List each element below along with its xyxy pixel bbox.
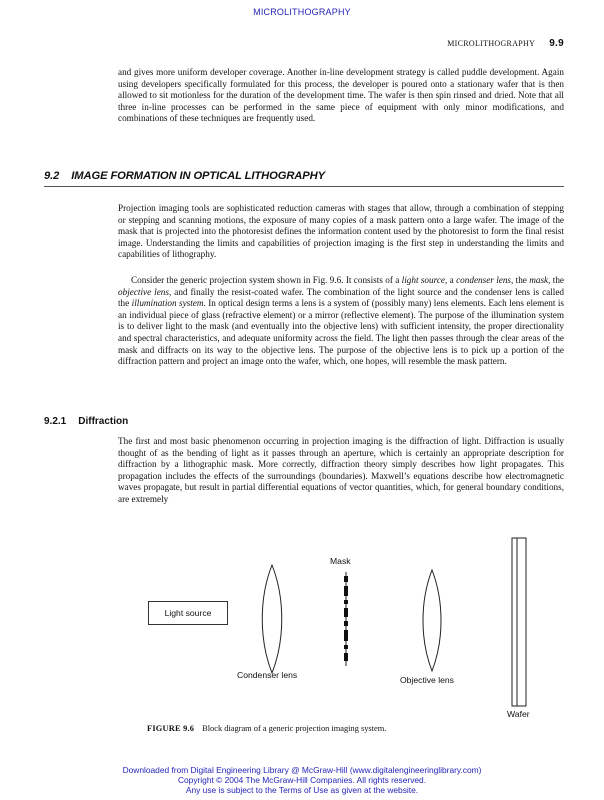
wafer-label: Wafer [507,709,530,719]
term-condenser-lens: condenser lens [456,275,512,285]
section-heading [44,170,325,182]
footer-copyright: Copyright © 2004 The McGraw-Hill Companies. All rights reserved. [177,775,427,786]
condenser-lens-label: Condenser lens [237,670,298,680]
light-source-label: Light source [164,608,212,618]
subsection-title: Diffraction [78,416,129,427]
running-title: MICROLITHOGRAPHY [447,39,536,48]
figure-caption [147,724,386,733]
subsection-paragraph: The first and most basic phenomenon occurring in projection imaging is the diffraction of light. Diffraction is usually thought of as the bending of light as it passes through an aperture, which is certainly an appropriate description for diffraction by a lithographic mask. More correctly, diffraction theory simply describes how light propagates. This propagation includes the effects of the surroundings (boundaries). Maxwell’s equations describe how electromagnetic waves propagate, but result in partial differential equations of vector quantities, which, for general boundary conditions, are extremely [118,436,564,504]
diagram-drawing [0,530,604,725]
section-title: IMAGE FORMATION IN OPTICAL LITHOGRAPHY [71,170,325,182]
top-banner: MICROLITHOGRAPHY [253,7,351,17]
figure-caption-text: Block diagram of a generic projection imaging system. [202,724,387,733]
page-number: 9.9 [549,38,564,49]
footer-link[interactable]: Downloaded from Digital Engineering Library @ McGraw-Hill (www.digitalengineeringlibrary.com) [122,765,482,775]
projection-system-diagram [0,530,604,725]
download-footer [0,765,604,796]
mask-label: Mask [330,556,351,566]
footer-terms: Any use is subject to the Terms of Use as given at the website. [185,785,419,796]
intro-paragraph: and gives more uniform developer coverage. Another in-line development strategy is called puddle development. Again using developers specifically formulated for this process, the developer is poured onto a stationary wafer that is then allowed to sit motionless for the duration of the development time. The wafer is then spin rinsed and dried. Note that all three in-line processes can be performed in the same piece of equipment with only minor modifications, and combinations of these techniques are frequently used. [118,67,564,124]
section-paragraph-1: Projection imaging tools are sophisticated reduction cameras with stages that allow, through a combination of stepping or stepping and scanning motions, the exposure of many copies of a mask pattern onto a large wafer. The image of the mask that is projected into the photoresist defines the information content used by the photoresist to form the final resist image. Understanding the limits and capabilities of projection imaging is the first step in understanding the limits and capabilities of lithography. [118,203,564,260]
term-illumination-system: illumination system [131,298,204,309]
term-objective-lens: objective lens [118,286,169,297]
figure-caption-label: FIGURE 9.6 [147,724,195,733]
subsection-number: 9.2.1 [44,416,67,427]
section-rule [44,186,564,187]
wafer-shape [512,538,526,706]
section-number: 9.2 [44,170,60,182]
running-head [447,38,564,49]
objective-lens-label: Objective lens [400,675,454,685]
term-light-source: light source [401,275,446,285]
light-source-box [148,601,228,625]
subsection-heading [44,416,128,427]
section-paragraph-2: Consider the generic projection system shown in Fig. 9.6. It consists of a light source, a condenser lens, the mask, the objective lens, and finally the resist-coated wafer. The combination of the light source and the condenser lens is called the illumination system. In optical design terms a lens is a system of (possibly many) lens elements. Each lens element is an individual piece of glass (refractive element) or a mirror (reflective element). The purpose of the illumination system is to deliver light to the mask (and eventually into the objective lens) with sufficient intensity, the proper directionality and spectral characteristics, and adequate uniformity across the field. The light then passes through the clear areas of the mask and diffracts on its way to the objective lens. The purpose of the objective lens is to pick up a portion of the diffraction pattern and project an image onto the wafer, which, one hopes, will resemble the mask pattern. [118,275,565,367]
condenser-lens-shape [262,565,282,673]
term-mask: mask [529,275,549,285]
objective-lens-shape [423,570,441,671]
